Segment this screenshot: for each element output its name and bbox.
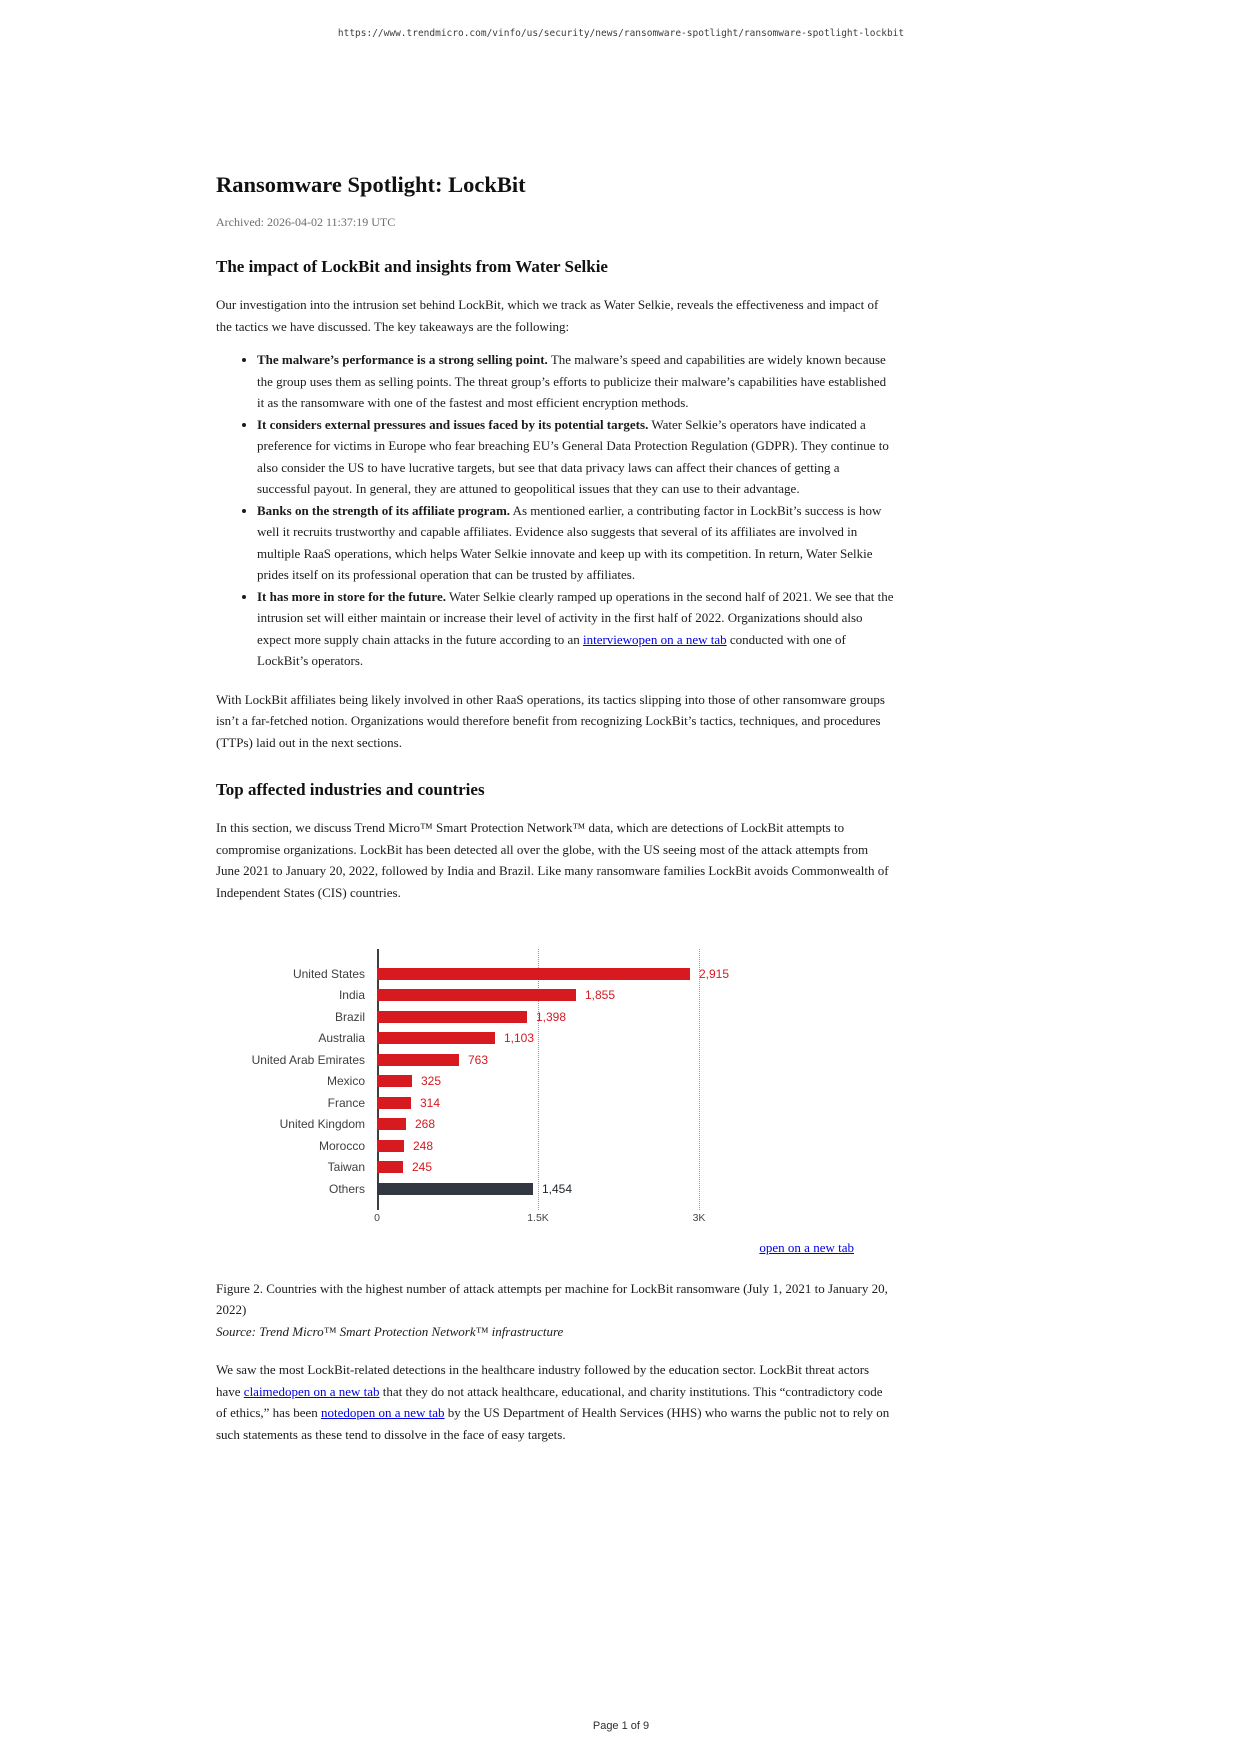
chart-value-label: 245 (412, 1160, 433, 1175)
chart-category-label: Mexico (326, 1074, 365, 1089)
list-item (257, 586, 894, 672)
x-axis-tick-label: 1.5K (527, 1211, 549, 1224)
chart-row (216, 1049, 894, 1071)
chart-value-label: 1,398 (536, 1009, 567, 1024)
chart-row (216, 1028, 894, 1050)
bullet-lead: The malware’s performance is a strong selling point. (257, 352, 548, 367)
chart-value-label: 248 (413, 1138, 434, 1153)
x-axis (374, 1210, 894, 1226)
chart-bar (377, 1032, 495, 1044)
chart-bar-area (377, 988, 894, 1002)
chart-bar (377, 968, 690, 980)
chart-row (216, 1135, 894, 1157)
chart-bar (377, 1118, 406, 1130)
chart-row (216, 1092, 894, 1114)
chart-bar (377, 1097, 411, 1109)
intro-paragraph: Our investigation into the intrusion set behind LockBit, which we track as Water Selkie, reveals the effectiveness and impact of the tactics we have discussed. The key takeaways are the following: (216, 297, 879, 334)
chart-category-label: Morocco (318, 1138, 365, 1153)
attack-attempts-chart (216, 949, 894, 1226)
chart-row (216, 985, 894, 1007)
chart-bar-area (377, 1053, 894, 1067)
page-title: Ransomware Spotlight: LockBit (216, 172, 526, 197)
chart-value-label: 1,454 (542, 1181, 573, 1196)
list-item (257, 349, 894, 414)
chart-category-label: United Kingdom (279, 1117, 365, 1132)
chart-value-label: 268 (415, 1117, 436, 1132)
chart-category-label: Taiwan (327, 1160, 365, 1175)
chart-bar (377, 1075, 412, 1087)
chart-bar (377, 989, 576, 1001)
chart-open-link[interactable]: open on a new tab (759, 1239, 854, 1255)
chart-value-label: 763 (468, 1052, 489, 1067)
takeaways-list (216, 349, 894, 672)
chart-bar-area (377, 1160, 894, 1174)
bullet-text: conducted with one of LockBit’s operators. (257, 631, 846, 668)
chart-category-label: Australia (318, 1031, 365, 1046)
chart-bar-area (377, 1182, 894, 1196)
section-heading-industries: Top affected industries and countries (216, 780, 485, 799)
chart-bar-area (377, 1096, 894, 1110)
chart-bar (377, 1183, 533, 1195)
bullet-lead: It has more in store for the future. (257, 588, 446, 604)
article-content (216, 0, 894, 1445)
chart-category-label: United Arab Emirates (251, 1052, 365, 1067)
chart-row (216, 1071, 894, 1093)
chart-row (216, 1157, 894, 1179)
list-item (257, 500, 894, 586)
closing-text: We saw the most LockBit-related detections in the healthcare industry followed by the education sector. LockBit threat actors have (216, 1362, 870, 1399)
list-item (257, 414, 894, 500)
bullet-lead: It considers external pressures and issues faced by its potential targets. (257, 416, 649, 432)
bullet-text: Water Selkie’s operators have indicated a preference for victims in Europe who fear breaching EU’s General Data Protection Regulation (GDPR). They continue to also consider the US to have lucrative targets, but see that data privacy laws can affect their chances of getting a successful payout. In general, they are attuned to geopolitical issues that they can use to their advantage. (257, 416, 889, 496)
chart-bar (377, 1011, 527, 1023)
closing-text: that they do not attack healthcare, educational, and charity institutions. This “contradictory code of ethics,” has been (216, 1383, 883, 1420)
page-number: Page 1 of 9 (592, 1720, 650, 1732)
chart-bar-area (377, 967, 894, 981)
chart-bar-area (377, 1010, 894, 1024)
bullet-lead: Banks on the strength of its affiliate program. (257, 502, 511, 518)
interview-link[interactable]: interviewopen on a new tab (582, 631, 727, 647)
chart-row (216, 1006, 894, 1028)
chart-bar-area (377, 1074, 894, 1088)
chart-value-label: 1,855 (585, 988, 616, 1003)
chart-value-label: 1,103 (504, 1031, 535, 1046)
chart-row (216, 1178, 894, 1200)
chart-row (216, 1114, 894, 1136)
chart-bar-area (377, 1031, 894, 1045)
section-heading-impact: The impact of LockBit and insights from Water Selkie (216, 257, 608, 276)
x-axis-tick-label: 0 (374, 1211, 380, 1224)
archive-url: https://www.trendmicro.com/vinfo/us/security/news/ransomware-spotlight/ransomware-spotlight-lockbit (337, 28, 905, 39)
chart-category-label: United States (292, 966, 365, 981)
chart-bar (377, 1140, 404, 1152)
x-axis-tick-label: 3K (692, 1211, 706, 1224)
chart-value-label: 2,915 (699, 966, 730, 981)
chart-category-label: France (327, 1095, 365, 1110)
closing-paragraph (216, 1359, 894, 1445)
bullet-text: As mentioned earlier, a contributing factor in LockBit’s success is how well it recruits trustworthy and capable affiliates. Evidence also suggests that several of its affiliates are involved in multiple RaaS operations, which helps Water Selkie innovate and keep up with its competition. In return, Water Selkie prides itself on its professional operation that can be trusted by affiliates. (257, 502, 882, 582)
chart-bar (377, 1054, 459, 1066)
section2-intro-paragraph: In this section, we discuss Trend Micro™ Smart Protection Network™ data, which are detections of LockBit attempts to compromise organizations. LockBit has been detected all over the globe, with the US seeing most of the attack attempts from June 2021 to January 20, 2022, followed by India and Brazil. Like many ransomware families LockBit avoids Commonwealth of Independent States (CIS) countries. (216, 820, 889, 900)
noted-link[interactable]: notedopen on a new tab (321, 1405, 445, 1420)
figure-caption: Figure 2. Countries with the highest number of attack attempts per machine for LockBit ransomware (July 1, 2021 to January 20, 2022) (216, 1280, 888, 1317)
chart-category-label: Others (328, 1181, 365, 1196)
chart-category-label: Brazil (334, 1009, 365, 1024)
chart-bar (377, 1161, 403, 1173)
outro-paragraph: With LockBit affiliates being likely involved in other RaaS operations, its tactics slipping into those of other ransomware groups isn’t a far-fetched notion. Organizations would therefore benefit from recognizing LockBit’s tactics, techniques, and procedures (TTPs) laid out in the next sections. (216, 691, 885, 750)
chart-bar-area (377, 1117, 894, 1131)
claimed-link[interactable]: claimedopen on a new tab (243, 1383, 380, 1399)
closing-text: by the US Department of Health Services (HHS) who warns the public not to rely on such statements as these tend to dissolve in the face of easy targets. (216, 1405, 890, 1442)
source-line: Source: Trend Micro™ Smart Protection Network™ infrastructure (216, 1323, 564, 1339)
chart-bar-area (377, 1139, 894, 1153)
chart-value-label: 314 (420, 1095, 441, 1110)
archived-timestamp: Archived: 2026-04-02 11:37:19 UTC (216, 215, 396, 229)
chart-row (216, 963, 894, 985)
bullet-text: The malware’s speed and capabilities are widely known because the group uses them as selling points. The threat group’s efforts to publicize their malware’s capabilities have established it as the ransomware with one of the fastest and most efficient encryption methods. (257, 352, 887, 410)
chart-category-label: India (338, 988, 365, 1003)
chart-value-label: 325 (421, 1074, 442, 1089)
chart-open-link-row (216, 1240, 894, 1256)
bullet-text: Water Selkie clearly ramped up operations in the second half of 2021. We see that the intrusion set will either maintain or increase their level of activity in the first half of 2022. Organizations should also expect more supply chain attacks in the future according to an (257, 588, 894, 647)
